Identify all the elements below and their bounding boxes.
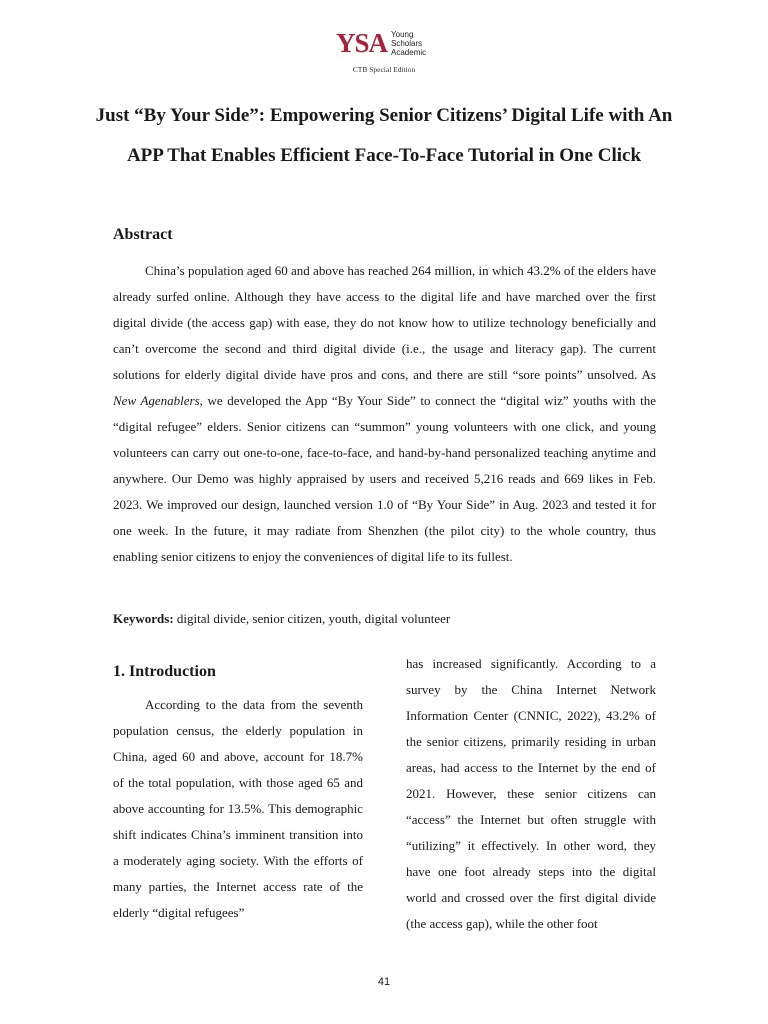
abstract-text-part1: China’s population aged 60 and above has reached 264 million, in which 43.2% of the elders have already surfed online. Although they have access to the digital life and have marched over the first digital divide (the access gap) with ease, they do not know how to utilize technology beneficially and can’t overcome the second and third digital divide (i.e., the usage and literacy gap). The current solutions for elderly digital divide have pros and cons, and there are still “sore points” unsolved. As (113, 263, 656, 382)
logo-mark: YSA (336, 28, 388, 58)
logo-text (391, 30, 426, 57)
abstract-text-part2: we developed the App “By Your Side” to connect the “digital wiz” youths with the “digital refugee” elders. Senior citizens can “summon” young volunteers with one click, and young volunteers can carry out one-to-one, face-to-face, and hand-by-hand personalized teaching anytime and anywhere. Our Demo was highly appraised by users and received 5,216 reads and 669 likes in Feb. 2023. We improved our design, launched version 1.0 of “By Your Side” in Aug. 2023 and tested it for one week. In the future, it may radiate from Shenzhen (the pilot city) to the whole country, thus enabling senior citizens to enjoy the conveniences of digital life to its fullest. (113, 393, 657, 564)
intro-left-text: According to the data from the seventh population census, the elderly population in China, aged 60 and above, account for 18.7% of the total population, with those aged 65 and above accounting for 13.5%. This demographic shift indicates China’s imminent transition into a moderately aging society. With the efforts of many parties, the Internet access rate of the elderly “digital refugees” (113, 697, 363, 920)
abstract-heading: Abstract (113, 226, 173, 243)
logo-line-scholars: Scholars (391, 39, 423, 48)
keywords-label: Keywords: (113, 611, 174, 626)
keywords (113, 607, 656, 631)
ysa-logo (336, 30, 426, 57)
introduction-heading: 1. Introduction (113, 663, 216, 680)
page-number: 41 (377, 976, 391, 988)
abstract-italic-term: New Agenablers, (113, 393, 203, 408)
edition-label: CTB Special Edition (352, 65, 416, 74)
paper-title: Just “By Your Side”: Empowering Senior Citizens’ Digital Life with An APP That Enables Efficient Face-To-Face Tutorial in One Click (95, 105, 673, 166)
keywords-list: digital divide, senior citizen, youth, digital volunteer (173, 611, 451, 626)
intro-right-text: has increased significantly. According to a survey by the China Internet Network Information Center (CNNIC, 2022), 43.2% of the senior citizens, primarily residing in urban areas, had access to the Internet by the end of 2021. However, these senior citizens can “access” the Internet but often struggle with “utilizing” it effectively. In other word, they have one foot already steps into the digital world and crossed over the first digital divide (the access gap), while the other foot (406, 656, 656, 931)
logo-line-academic: Academic (391, 48, 427, 57)
logo-line-young: Young (391, 30, 414, 39)
abstract-text (113, 258, 656, 570)
intro-right-column (406, 651, 656, 937)
intro-left-column (113, 660, 363, 926)
